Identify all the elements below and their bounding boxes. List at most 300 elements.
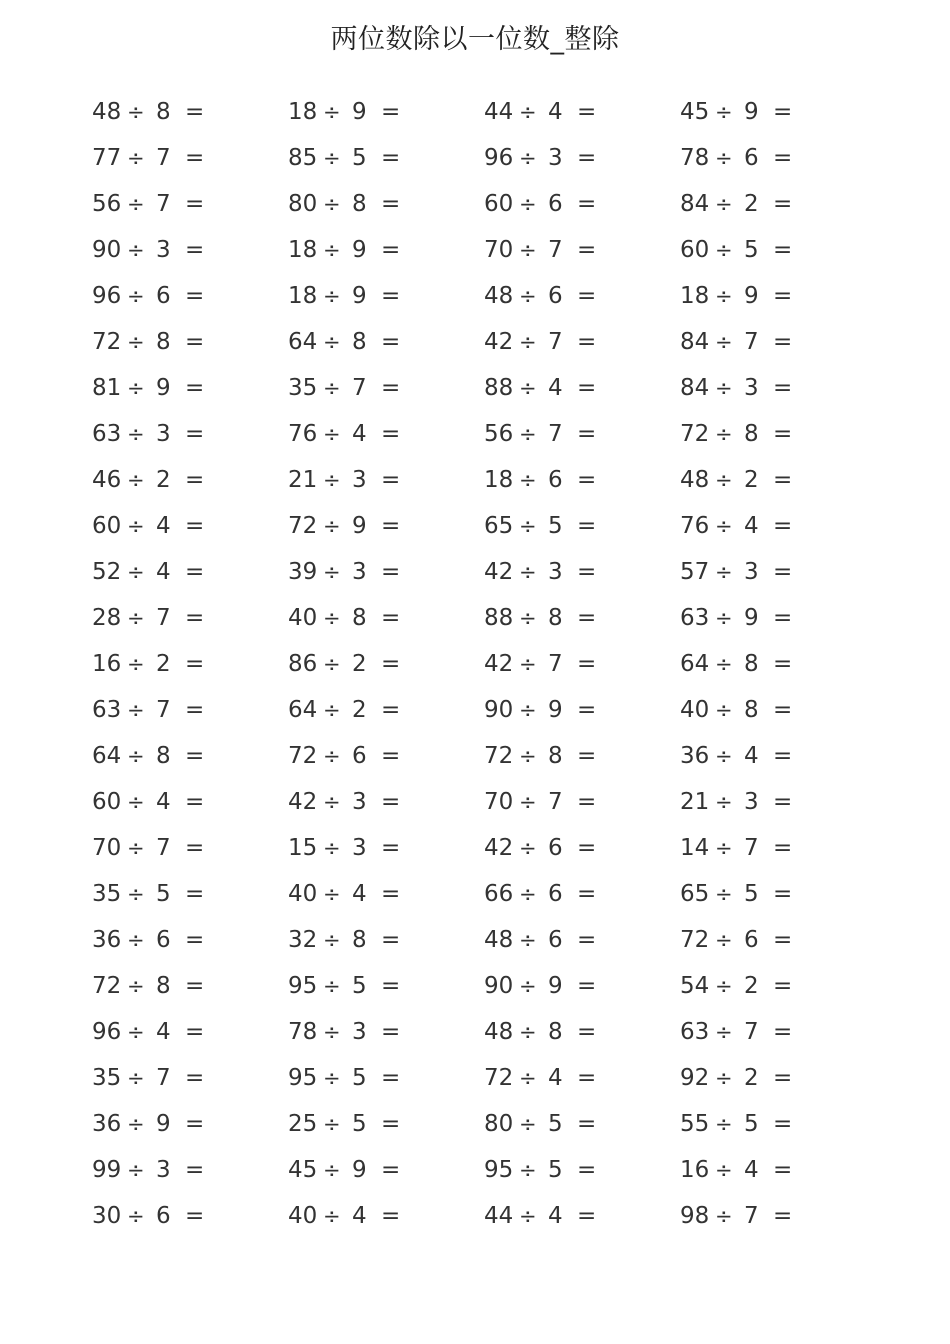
problem-row xyxy=(92,1009,892,1055)
equals-sign: = xyxy=(773,237,793,263)
dividend: 44 xyxy=(484,99,514,125)
problem-row xyxy=(92,1147,892,1193)
divisor: 2 xyxy=(352,697,367,723)
divide-sign: ÷ xyxy=(519,606,537,630)
divide-sign: ÷ xyxy=(127,192,145,216)
divisor: 3 xyxy=(156,421,171,447)
divisor: 8 xyxy=(156,743,171,769)
dividend: 72 xyxy=(680,927,710,953)
divide-sign: ÷ xyxy=(519,882,537,906)
equals-sign: = xyxy=(577,881,597,907)
divisor: 9 xyxy=(352,1157,367,1183)
problem-grid xyxy=(92,89,892,1239)
dividend: 70 xyxy=(484,789,514,815)
dividend: 64 xyxy=(680,651,710,677)
dividend: 90 xyxy=(484,973,514,999)
divide-sign: ÷ xyxy=(127,560,145,584)
divide-sign: ÷ xyxy=(715,836,733,860)
equals-sign: = xyxy=(185,283,205,309)
divisor: 2 xyxy=(744,191,759,217)
divide-sign: ÷ xyxy=(519,1020,537,1044)
problem-row xyxy=(92,1101,892,1147)
dividend: 70 xyxy=(92,835,122,861)
divisor: 4 xyxy=(744,513,759,539)
equals-sign: = xyxy=(381,99,401,125)
divide-sign: ÷ xyxy=(715,790,733,814)
dividend: 32 xyxy=(288,927,318,953)
divisor: 8 xyxy=(156,973,171,999)
equals-sign: = xyxy=(773,743,793,769)
divisor: 9 xyxy=(156,1111,171,1137)
dividend: 84 xyxy=(680,329,710,355)
dividend: 84 xyxy=(680,375,710,401)
dividend: 64 xyxy=(288,329,318,355)
equals-sign: = xyxy=(577,973,597,999)
divisor: 6 xyxy=(548,927,563,953)
equals-sign: = xyxy=(577,1157,597,1183)
divisor: 3 xyxy=(352,1019,367,1045)
equals-sign: = xyxy=(773,973,793,999)
divisor: 5 xyxy=(548,513,563,539)
divisor: 5 xyxy=(744,1111,759,1137)
problem-row xyxy=(92,135,892,181)
divide-sign: ÷ xyxy=(715,1066,733,1090)
problem-row xyxy=(92,549,892,595)
divisor: 9 xyxy=(744,605,759,631)
dividend: 57 xyxy=(680,559,710,585)
divisor: 4 xyxy=(744,743,759,769)
divide-sign: ÷ xyxy=(127,928,145,952)
divisor: 8 xyxy=(548,743,563,769)
divide-sign: ÷ xyxy=(127,238,145,262)
divisor: 2 xyxy=(744,467,759,493)
equals-sign: = xyxy=(577,421,597,447)
equals-sign: = xyxy=(381,375,401,401)
dividend: 18 xyxy=(288,283,318,309)
divide-sign: ÷ xyxy=(127,1204,145,1228)
equals-sign: = xyxy=(577,1111,597,1137)
divide-sign: ÷ xyxy=(519,974,537,998)
divide-sign: ÷ xyxy=(519,836,537,860)
divisor: 4 xyxy=(548,375,563,401)
dividend: 99 xyxy=(92,1157,122,1183)
problem-row xyxy=(92,273,892,319)
divisor: 3 xyxy=(352,835,367,861)
dividend: 92 xyxy=(680,1065,710,1091)
dividend: 88 xyxy=(484,605,514,631)
divide-sign: ÷ xyxy=(519,330,537,354)
dividend: 66 xyxy=(484,881,514,907)
dividend: 78 xyxy=(288,1019,318,1045)
equals-sign: = xyxy=(577,329,597,355)
equals-sign: = xyxy=(185,145,205,171)
divide-sign: ÷ xyxy=(323,882,341,906)
problem-row xyxy=(92,411,892,457)
divisor: 5 xyxy=(744,881,759,907)
equals-sign: = xyxy=(381,237,401,263)
divisor: 7 xyxy=(548,789,563,815)
equals-sign: = xyxy=(773,191,793,217)
equals-sign: = xyxy=(773,697,793,723)
dividend: 16 xyxy=(680,1157,710,1183)
divisor: 3 xyxy=(744,789,759,815)
dividend: 72 xyxy=(288,513,318,539)
divisor: 4 xyxy=(548,99,563,125)
equals-sign: = xyxy=(185,513,205,539)
divisor: 8 xyxy=(744,651,759,677)
dividend: 52 xyxy=(92,559,122,585)
problem-row xyxy=(92,89,892,135)
equals-sign: = xyxy=(773,927,793,953)
divide-sign: ÷ xyxy=(519,376,537,400)
problem-row xyxy=(92,825,892,871)
dividend: 42 xyxy=(484,651,514,677)
dividend: 40 xyxy=(288,1203,318,1229)
dividend: 98 xyxy=(680,1203,710,1229)
equals-sign: = xyxy=(773,605,793,631)
divide-sign: ÷ xyxy=(519,698,537,722)
dividend: 16 xyxy=(92,651,122,677)
divisor: 7 xyxy=(548,329,563,355)
dividend: 39 xyxy=(288,559,318,585)
divisor: 2 xyxy=(352,651,367,677)
equals-sign: = xyxy=(185,835,205,861)
divide-sign: ÷ xyxy=(127,744,145,768)
equals-sign: = xyxy=(577,99,597,125)
problem-row xyxy=(92,871,892,917)
divisor: 5 xyxy=(352,1065,367,1091)
divide-sign: ÷ xyxy=(127,376,145,400)
divide-sign: ÷ xyxy=(715,1020,733,1044)
divisor: 4 xyxy=(156,559,171,585)
divisor: 7 xyxy=(744,329,759,355)
dividend: 28 xyxy=(92,605,122,631)
equals-sign: = xyxy=(185,605,205,631)
equals-sign: = xyxy=(185,99,205,125)
equals-sign: = xyxy=(773,835,793,861)
equals-sign: = xyxy=(773,421,793,447)
divide-sign: ÷ xyxy=(715,606,733,630)
equals-sign: = xyxy=(773,559,793,585)
equals-sign: = xyxy=(577,651,597,677)
divisor: 8 xyxy=(352,191,367,217)
divisor: 3 xyxy=(352,789,367,815)
divisor: 5 xyxy=(352,145,367,171)
divisor: 6 xyxy=(156,927,171,953)
dividend: 63 xyxy=(680,605,710,631)
divide-sign: ÷ xyxy=(519,284,537,308)
dividend: 95 xyxy=(288,973,318,999)
divide-sign: ÷ xyxy=(519,422,537,446)
divide-sign: ÷ xyxy=(323,606,341,630)
divide-sign: ÷ xyxy=(323,928,341,952)
divisor: 9 xyxy=(156,375,171,401)
dividend: 60 xyxy=(484,191,514,217)
dividend: 56 xyxy=(484,421,514,447)
divide-sign: ÷ xyxy=(715,882,733,906)
divisor: 4 xyxy=(744,1157,759,1183)
divide-sign: ÷ xyxy=(323,1158,341,1182)
divisor: 3 xyxy=(352,559,367,585)
divide-sign: ÷ xyxy=(519,1158,537,1182)
divide-sign: ÷ xyxy=(323,514,341,538)
dividend: 44 xyxy=(484,1203,514,1229)
equals-sign: = xyxy=(577,1203,597,1229)
equals-sign: = xyxy=(577,789,597,815)
dividend: 54 xyxy=(680,973,710,999)
divisor: 8 xyxy=(548,1019,563,1045)
dividend: 40 xyxy=(288,605,318,631)
equals-sign: = xyxy=(185,927,205,953)
equals-sign: = xyxy=(773,1203,793,1229)
equals-sign: = xyxy=(381,145,401,171)
equals-sign: = xyxy=(773,1019,793,1045)
divisor: 3 xyxy=(744,559,759,585)
divisor: 7 xyxy=(156,697,171,723)
divisor: 7 xyxy=(352,375,367,401)
divide-sign: ÷ xyxy=(519,514,537,538)
divisor: 3 xyxy=(548,559,563,585)
divide-sign: ÷ xyxy=(323,422,341,446)
divide-sign: ÷ xyxy=(323,744,341,768)
divisor: 8 xyxy=(352,605,367,631)
divide-sign: ÷ xyxy=(127,698,145,722)
dividend: 60 xyxy=(680,237,710,263)
equals-sign: = xyxy=(381,421,401,447)
equals-sign: = xyxy=(773,145,793,171)
equals-sign: = xyxy=(185,651,205,677)
equals-sign: = xyxy=(381,881,401,907)
equals-sign: = xyxy=(381,927,401,953)
equals-sign: = xyxy=(381,1203,401,1229)
divide-sign: ÷ xyxy=(715,146,733,170)
divisor: 7 xyxy=(744,1203,759,1229)
dividend: 40 xyxy=(288,881,318,907)
divide-sign: ÷ xyxy=(323,698,341,722)
divide-sign: ÷ xyxy=(127,882,145,906)
divide-sign: ÷ xyxy=(519,146,537,170)
equals-sign: = xyxy=(577,559,597,585)
divisor: 5 xyxy=(352,973,367,999)
equals-sign: = xyxy=(381,1111,401,1137)
equals-sign: = xyxy=(185,467,205,493)
dividend: 72 xyxy=(92,973,122,999)
divide-sign: ÷ xyxy=(127,790,145,814)
divisor: 9 xyxy=(352,283,367,309)
dividend: 86 xyxy=(288,651,318,677)
dividend: 65 xyxy=(484,513,514,539)
divide-sign: ÷ xyxy=(323,284,341,308)
dividend: 21 xyxy=(680,789,710,815)
equals-sign: = xyxy=(773,467,793,493)
equals-sign: = xyxy=(577,513,597,539)
dividend: 35 xyxy=(92,1065,122,1091)
equals-sign: = xyxy=(773,1111,793,1137)
divide-sign: ÷ xyxy=(715,1158,733,1182)
equals-sign: = xyxy=(381,467,401,493)
problem-row xyxy=(92,641,892,687)
dividend: 36 xyxy=(92,927,122,953)
divisor: 7 xyxy=(156,835,171,861)
dividend: 72 xyxy=(484,1065,514,1091)
divisor: 6 xyxy=(548,191,563,217)
divisor: 7 xyxy=(744,835,759,861)
divide-sign: ÷ xyxy=(127,1020,145,1044)
divide-sign: ÷ xyxy=(127,284,145,308)
divisor: 3 xyxy=(548,145,563,171)
dividend: 56 xyxy=(92,191,122,217)
divisor: 8 xyxy=(156,99,171,125)
equals-sign: = xyxy=(577,927,597,953)
divisor: 5 xyxy=(156,881,171,907)
divisor: 9 xyxy=(352,513,367,539)
dividend: 46 xyxy=(92,467,122,493)
dividend: 63 xyxy=(92,421,122,447)
divide-sign: ÷ xyxy=(323,1112,341,1136)
divide-sign: ÷ xyxy=(715,928,733,952)
divisor: 6 xyxy=(744,927,759,953)
divisor: 6 xyxy=(352,743,367,769)
divisor: 2 xyxy=(744,1065,759,1091)
divisor: 9 xyxy=(548,973,563,999)
divide-sign: ÷ xyxy=(519,1204,537,1228)
equals-sign: = xyxy=(577,145,597,171)
divide-sign: ÷ xyxy=(127,422,145,446)
equals-sign: = xyxy=(773,283,793,309)
divisor: 6 xyxy=(548,283,563,309)
dividend: 96 xyxy=(92,1019,122,1045)
problem-row xyxy=(92,181,892,227)
divisor: 4 xyxy=(548,1065,563,1091)
equals-sign: = xyxy=(773,881,793,907)
divisor: 6 xyxy=(548,881,563,907)
divisor: 3 xyxy=(352,467,367,493)
divisor: 7 xyxy=(156,191,171,217)
dividend: 48 xyxy=(484,1019,514,1045)
dividend: 80 xyxy=(484,1111,514,1137)
equals-sign: = xyxy=(185,1111,205,1137)
dividend: 84 xyxy=(680,191,710,217)
dividend: 48 xyxy=(92,99,122,125)
problem-row xyxy=(92,963,892,1009)
divide-sign: ÷ xyxy=(519,560,537,584)
divisor: 5 xyxy=(548,1157,563,1183)
equals-sign: = xyxy=(381,651,401,677)
problem-row xyxy=(92,917,892,963)
dividend: 64 xyxy=(288,697,318,723)
problem-row xyxy=(92,365,892,411)
equals-sign: = xyxy=(773,513,793,539)
equals-sign: = xyxy=(185,1065,205,1091)
equals-sign: = xyxy=(185,191,205,217)
equals-sign: = xyxy=(381,283,401,309)
divisor: 7 xyxy=(548,651,563,677)
dividend: 21 xyxy=(288,467,318,493)
equals-sign: = xyxy=(185,697,205,723)
equals-sign: = xyxy=(185,421,205,447)
problem-row xyxy=(92,503,892,549)
divide-sign: ÷ xyxy=(715,652,733,676)
dividend: 48 xyxy=(484,283,514,309)
divide-sign: ÷ xyxy=(715,376,733,400)
equals-sign: = xyxy=(185,1019,205,1045)
divide-sign: ÷ xyxy=(323,652,341,676)
divisor: 6 xyxy=(156,1203,171,1229)
divisor: 9 xyxy=(744,283,759,309)
equals-sign: = xyxy=(577,1065,597,1091)
equals-sign: = xyxy=(381,697,401,723)
divisor: 6 xyxy=(156,283,171,309)
divisor: 8 xyxy=(352,329,367,355)
equals-sign: = xyxy=(185,789,205,815)
equals-sign: = xyxy=(577,375,597,401)
equals-sign: = xyxy=(185,743,205,769)
divisor: 5 xyxy=(352,1111,367,1137)
problem-row xyxy=(92,1193,892,1239)
equals-sign: = xyxy=(381,743,401,769)
divide-sign: ÷ xyxy=(323,376,341,400)
divide-sign: ÷ xyxy=(323,1020,341,1044)
divisor: 3 xyxy=(156,1157,171,1183)
equals-sign: = xyxy=(381,1019,401,1045)
divisor: 2 xyxy=(156,651,171,677)
dividend: 40 xyxy=(680,697,710,723)
divide-sign: ÷ xyxy=(323,330,341,354)
divide-sign: ÷ xyxy=(127,836,145,860)
problem-row xyxy=(92,319,892,365)
dividend: 14 xyxy=(680,835,710,861)
divide-sign: ÷ xyxy=(127,100,145,124)
divisor: 9 xyxy=(352,237,367,263)
equals-sign: = xyxy=(773,789,793,815)
dividend: 60 xyxy=(92,789,122,815)
dividend: 70 xyxy=(484,237,514,263)
divisor: 7 xyxy=(156,1065,171,1091)
divisor: 7 xyxy=(156,145,171,171)
divide-sign: ÷ xyxy=(715,422,733,446)
equals-sign: = xyxy=(381,835,401,861)
divide-sign: ÷ xyxy=(519,100,537,124)
divisor: 5 xyxy=(548,1111,563,1137)
divisor: 3 xyxy=(156,237,171,263)
divisor: 4 xyxy=(156,1019,171,1045)
dividend: 76 xyxy=(680,513,710,539)
dividend: 36 xyxy=(680,743,710,769)
divisor: 6 xyxy=(548,835,563,861)
divide-sign: ÷ xyxy=(323,146,341,170)
dividend: 90 xyxy=(484,697,514,723)
divisor: 8 xyxy=(744,421,759,447)
equals-sign: = xyxy=(185,973,205,999)
divide-sign: ÷ xyxy=(323,836,341,860)
dividend: 15 xyxy=(288,835,318,861)
dividend: 35 xyxy=(92,881,122,907)
divisor: 2 xyxy=(744,973,759,999)
divide-sign: ÷ xyxy=(519,790,537,814)
problem-row xyxy=(92,1055,892,1101)
divisor: 8 xyxy=(744,697,759,723)
dividend: 76 xyxy=(288,421,318,447)
dividend: 64 xyxy=(92,743,122,769)
divisor: 4 xyxy=(156,513,171,539)
divide-sign: ÷ xyxy=(519,928,537,952)
equals-sign: = xyxy=(185,1203,205,1229)
divide-sign: ÷ xyxy=(519,1112,537,1136)
equals-sign: = xyxy=(381,329,401,355)
divisor: 8 xyxy=(156,329,171,355)
divide-sign: ÷ xyxy=(323,238,341,262)
divide-sign: ÷ xyxy=(323,192,341,216)
